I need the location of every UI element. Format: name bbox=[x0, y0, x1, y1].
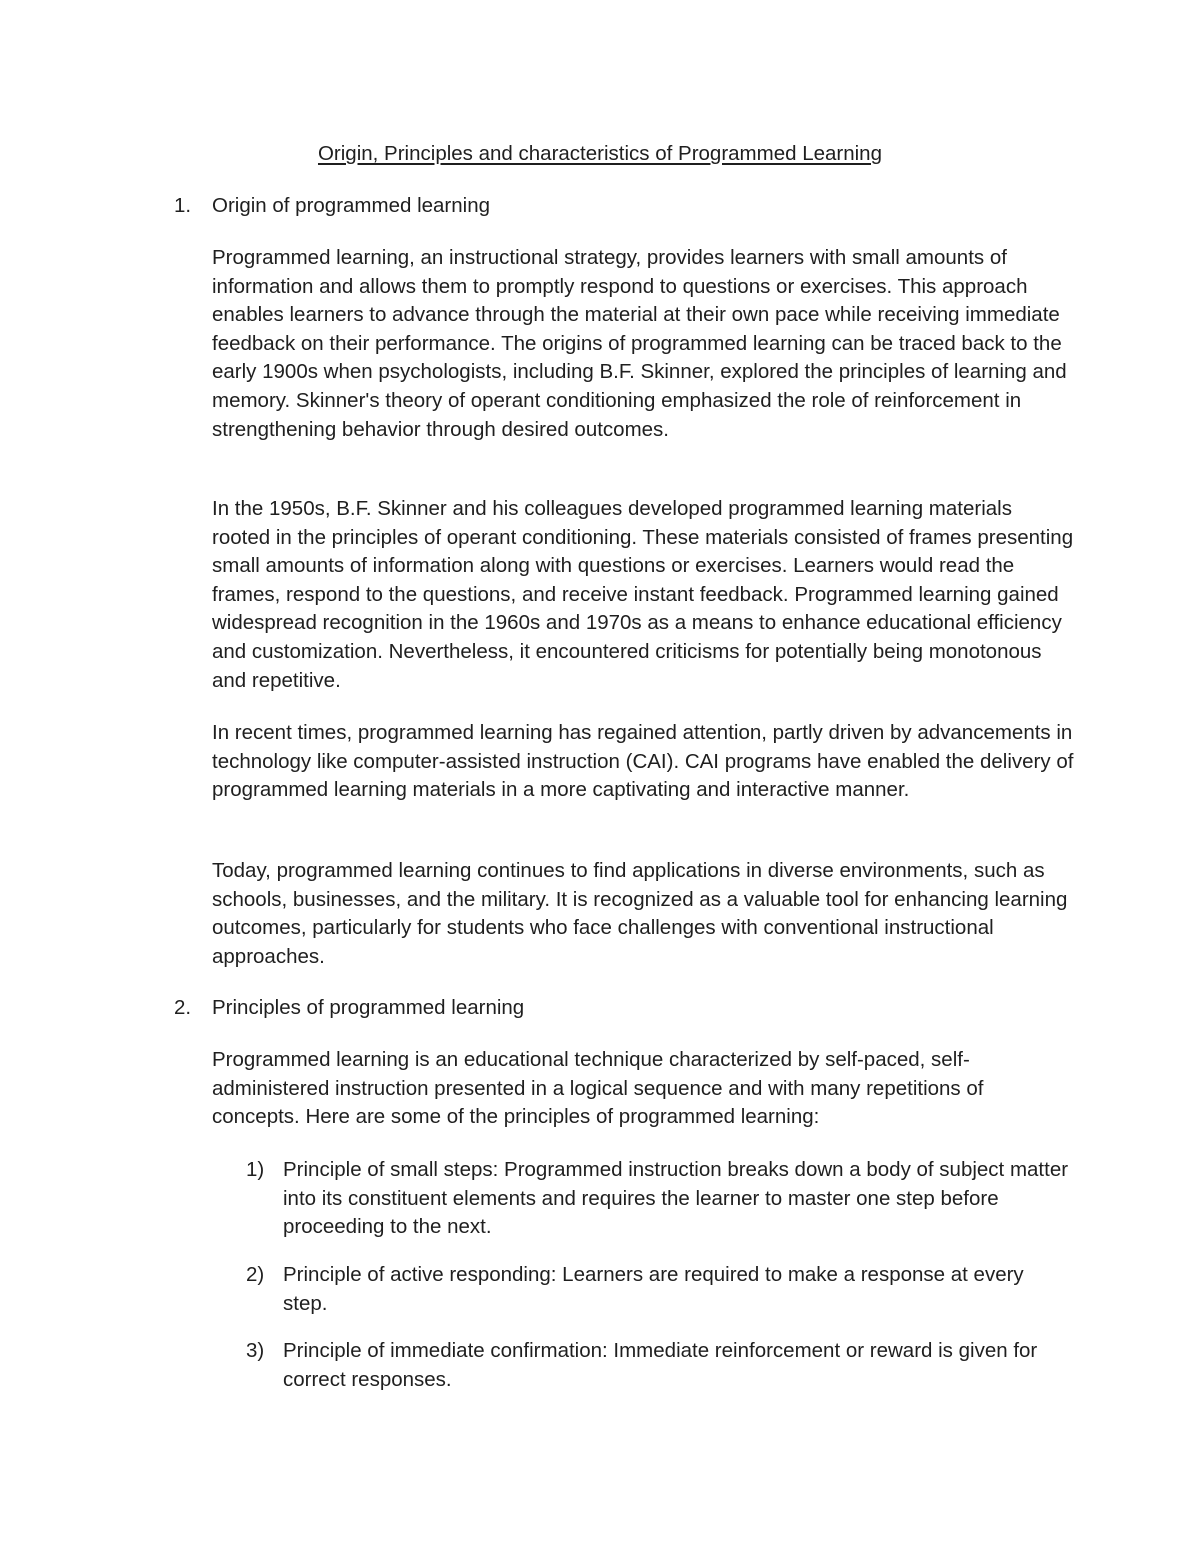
paragraph-principles-intro: Programmed learning is an educational technique characterized by self-paced, self-administered instruction presented in a logical sequence and with many repetitions of concepts. Here are some of the principles of programmed learning: bbox=[212, 1048, 984, 1129]
list-item-marker: 2) bbox=[246, 1263, 265, 1286]
section-number: 2. bbox=[174, 996, 192, 1019]
paragraph-origin-2: In the 1950s, B.F. Skinner and his colleagues developed programmed learning materials rooted in the principles of operant conditioning. These materials consisted of frames presenting small amounts of information along with questions or exercises. Learners would read the frames, respond to the questions, and receive instant feedback. Programmed learning gained widespread recognition in the 1960s and 1970s as a means to enhance educational efficiency and customization. Nevertheless, it encountered criticisms for potentially being monotonous and repetitive. bbox=[212, 497, 1074, 692]
paragraph-origin-1: Programmed learning, an instructional strategy, provides learners with small amounts of information and allows them to promptly respond to questions or exercises. This approach enables learners to advance through the material at their own pace while receiving immediate feedback on their performance. The origins of programmed learning can be traced back to the early 1900s when psychologists, including B.F. Skinner, explored the principles of learning and memory. Skinner's theory of operant conditioning emphasized the role of reinforcement in strengthening behavior through desired outcomes. bbox=[212, 246, 1067, 441]
section-number: 1. bbox=[174, 194, 192, 217]
paragraph-origin-4: Today, programmed learning continues to find applications in diverse environments, such as schools, businesses, and the military. It is recognized as a valuable tool for enhancing learning outcomes, particularly for students who face challenges with conventional instructional approaches. bbox=[212, 859, 1068, 968]
section-heading-text: Origin of programmed learning bbox=[212, 194, 491, 217]
document-title: Origin, Principles and characteristics of Programmed Learning bbox=[317, 142, 882, 165]
section-heading-text: Principles of programmed learning bbox=[212, 996, 525, 1019]
list-item-text: Principle of active responding: Learners are required to make a response at every step. bbox=[283, 1263, 1024, 1315]
list-item-marker: 3) bbox=[246, 1339, 265, 1362]
paragraph-origin-3: In recent times, programmed learning has regained attention, partly driven by advancements in technology like computer-assisted instruction (CAI). CAI programs have enabled the delivery of programmed learning materials in a more captivating and interactive manner. bbox=[212, 721, 1074, 802]
list-item-text: Principle of small steps: Programmed instruction breaks down a body of subject matter into its constituent elements and requires the learner to master one step before proceeding to the next. bbox=[283, 1158, 1069, 1239]
list-item-text: Principle of immediate confirmation: Immediate reinforcement or reward is given for correct responses. bbox=[283, 1339, 1038, 1391]
list-item-marker: 1) bbox=[246, 1158, 265, 1181]
